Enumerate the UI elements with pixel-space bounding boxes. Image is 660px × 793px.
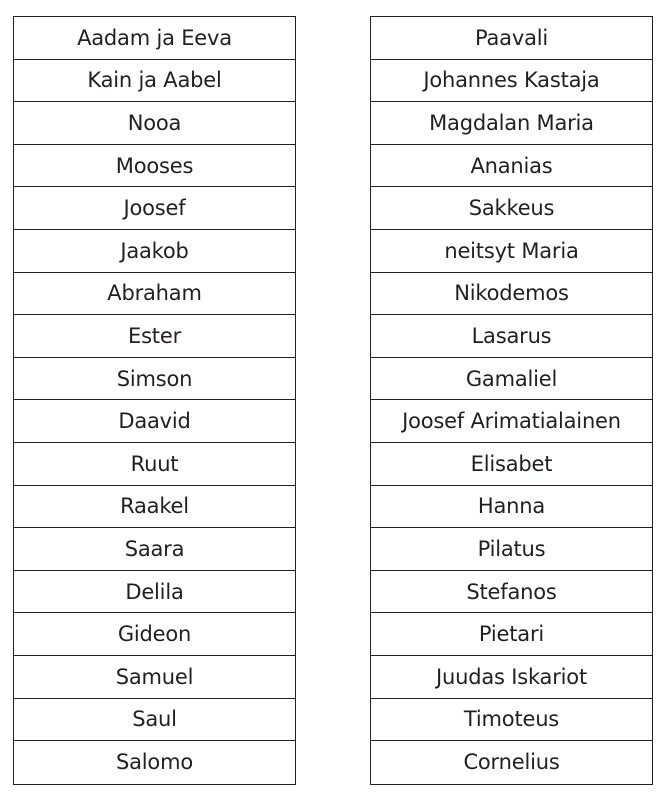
left-name-cell: Jaakob [14, 230, 295, 273]
left-name-cell: Gideon [14, 613, 295, 656]
right-name-cell: Nikodemos [371, 273, 652, 316]
left-name-cell: Abraham [14, 273, 295, 316]
right-name-cell: Sakkeus [371, 187, 652, 230]
left-name-cell: Daavid [14, 400, 295, 443]
left-name-cell: Nooa [14, 102, 295, 145]
left-name-cell: Kain ja Aabel [14, 60, 295, 103]
left-name-cell: Simson [14, 358, 295, 401]
left-name-cell: Samuel [14, 656, 295, 699]
right-name-cell: Lasarus [371, 315, 652, 358]
left-name-cell: Ruut [14, 443, 295, 486]
right-name-cell: Hanna [371, 486, 652, 529]
left-name-cell: Saul [14, 699, 295, 742]
right-name-cell: Juudas Iskariot [371, 656, 652, 699]
left-name-cell: Raakel [14, 486, 295, 529]
right-name-cell: Joosef Arimatialainen [371, 400, 652, 443]
left-name-cell: Mooses [14, 145, 295, 188]
right-name-cell: Gamaliel [371, 358, 652, 401]
right-name-cell: neitsyt Maria [371, 230, 652, 273]
left-name-cell: Joosef [14, 187, 295, 230]
left-name-cell: Ester [14, 315, 295, 358]
left-name-cell: Aadam ja Eeva [14, 17, 295, 60]
right-name-cell: Elisabet [371, 443, 652, 486]
right-name-cell: Pietari [371, 613, 652, 656]
left-name-cell: Saara [14, 528, 295, 571]
right-name-cell: Johannes Kastaja [371, 60, 652, 103]
right-name-cell: Timoteus [371, 699, 652, 742]
right-name-cell: Magdalan Maria [371, 102, 652, 145]
left-name-cell: Salomo [116, 750, 193, 775]
right-name-column [370, 16, 653, 785]
right-name-cell: Ananias [371, 145, 652, 188]
left-name-cell: Delila [14, 571, 295, 614]
right-name-cell: Stefanos [371, 571, 652, 614]
right-name-cell: Paavali [371, 17, 652, 60]
right-name-cell: Pilatus [371, 528, 652, 571]
right-name-cell: Cornelius [463, 750, 560, 775]
left-name-column [13, 16, 296, 785]
